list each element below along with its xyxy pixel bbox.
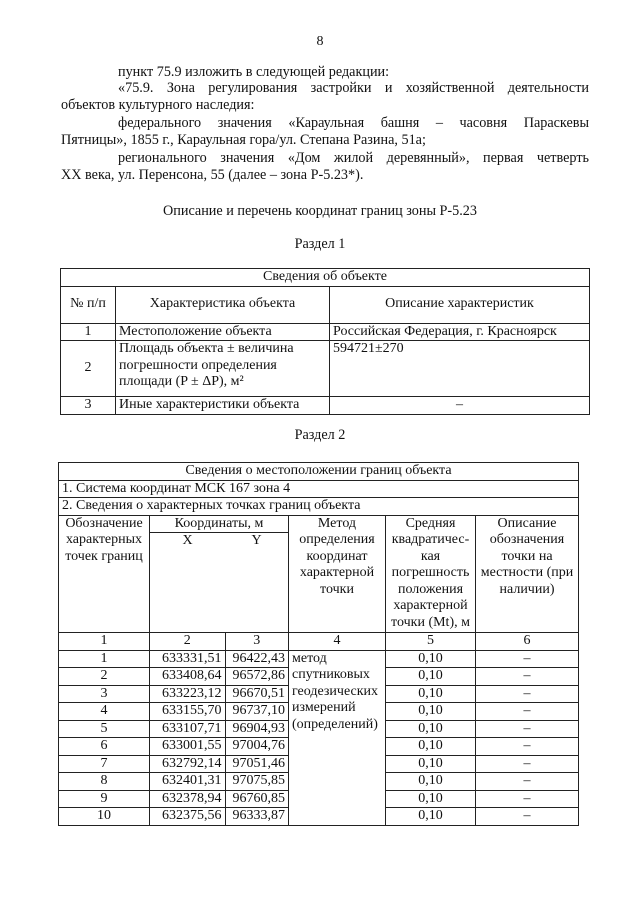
point-description: – (476, 773, 579, 791)
point-description: – (476, 703, 579, 721)
point-description: – (476, 790, 579, 808)
col-number-5: 5 (386, 633, 476, 651)
header-point-description: Описание обозначения точки на местности (при наличии) (476, 515, 579, 633)
row2-char-line1: Площадь объекта ± величина (119, 341, 294, 356)
point-x: 633408,64 (150, 668, 226, 686)
point-accuracy: 0,10 (386, 703, 476, 721)
header-designation: Обозначение характерных точек границ (59, 515, 150, 633)
point-x: 633331,51 (150, 650, 226, 668)
point-number: 4 (59, 703, 150, 721)
row3-description: – (330, 397, 590, 415)
point-accuracy: 0,10 (386, 650, 476, 668)
point-number: 3 (59, 685, 150, 703)
row1-description: Российская Федерация, г. Красноярск (330, 323, 590, 341)
table-row (59, 650, 579, 668)
point-accuracy: 0,10 (386, 808, 476, 826)
point-accuracy: 0,10 (386, 668, 476, 686)
coordinate-system: 1. Система координат МСК 167 зона 4 (59, 480, 579, 498)
point-y: 97004,76 (225, 738, 289, 756)
method-line: метод (292, 650, 327, 666)
point-description: – (476, 720, 579, 738)
point-description: – (476, 755, 579, 773)
header-coordinates: Координаты, м (150, 515, 289, 533)
intro-para1-line1: «75.9. Зона регулирования застройки и хозяйственной деятельности (118, 80, 589, 96)
point-x: 632792,14 (150, 755, 226, 773)
point-accuracy: 0,10 (386, 773, 476, 791)
point-number: 5 (59, 720, 150, 738)
point-accuracy: 0,10 (386, 738, 476, 756)
coordinates-title: Сведения о местоположении границ объекта (59, 463, 579, 481)
method-cell (289, 650, 386, 825)
header-y: Y (225, 533, 289, 633)
col-number-6: 6 (476, 633, 579, 651)
row3-num: 3 (61, 397, 116, 415)
point-x: 632378,94 (150, 790, 226, 808)
point-number: 10 (59, 808, 150, 826)
header-characteristic: Характеристика объекта (116, 286, 330, 323)
intro-para2-line1: федерального значения «Караульная башня – часовня Параскевы (118, 115, 589, 131)
col-number-4: 4 (289, 633, 386, 651)
point-number: 2 (59, 668, 150, 686)
point-y: 96572,86 (225, 668, 289, 686)
method-line: измерений (292, 700, 356, 715)
point-description: – (476, 808, 579, 826)
point-description: – (476, 668, 579, 686)
point-number: 6 (59, 738, 150, 756)
intro-para1-line2: объектов культурного наследия: (61, 97, 255, 113)
point-description: – (476, 650, 579, 668)
point-y: 96670,51 (225, 685, 289, 703)
row2-characteristic (116, 341, 330, 397)
point-y: 96333,87 (225, 808, 289, 826)
point-description: – (476, 738, 579, 756)
header-num: № п/п (61, 286, 116, 323)
method-line: геодезических (292, 683, 379, 699)
intro-para2-line2: Пятницы», 1855 г., Караульная гора/ул. Степана Разина, 51а; (61, 132, 426, 148)
row1-num: 1 (61, 323, 116, 341)
point-x: 632375,56 (150, 808, 226, 826)
point-y: 97075,85 (225, 773, 289, 791)
points-title: 2. Сведения о характерных точках границ объекта (59, 498, 579, 516)
object-info-title: Сведения об объекте (61, 269, 590, 287)
point-y: 96760,85 (225, 790, 289, 808)
col-number-3: 3 (225, 633, 289, 651)
point-number: 1 (59, 650, 150, 668)
zone-heading: Описание и перечень координат границ зоны Р-5.23 (163, 203, 477, 219)
col-number-1: 1 (59, 633, 150, 651)
point-accuracy: 0,10 (386, 790, 476, 808)
point-x: 633155,70 (150, 703, 226, 721)
intro-para3-line2: XX века, ул. Перенсона, 55 (далее – зона Р-5.23*). (61, 167, 364, 183)
header-method: Метод определения координат характерной точки (289, 515, 386, 633)
coordinates-table (58, 462, 579, 826)
col-number-2: 2 (150, 633, 226, 651)
row1-characteristic: Местоположение объекта (116, 323, 330, 341)
point-x: 633001,55 (150, 738, 226, 756)
point-number: 7 (59, 755, 150, 773)
row2-num: 2 (61, 341, 116, 397)
point-y: 97051,46 (225, 755, 289, 773)
object-info-table (60, 268, 590, 415)
row2-char-line2: погрешности определения (119, 357, 277, 373)
method-line: (определений) (292, 716, 378, 732)
section1-title: Раздел 1 (294, 236, 346, 252)
header-accuracy: Средняя квадратичес-кая погрешность положения характерной точки (Mt), м (386, 515, 476, 633)
point-number: 9 (59, 790, 150, 808)
section2-title: Раздел 2 (294, 427, 346, 443)
row2-char-line3: площади (P ± ΔP), м² (119, 374, 244, 389)
point-y: 96904,93 (225, 720, 289, 738)
point-description: – (476, 685, 579, 703)
point-accuracy: 0,10 (386, 720, 476, 738)
method-line: спутниковых (292, 667, 370, 682)
row2-description: 594721±270 (330, 341, 590, 397)
point-x: 632401,31 (150, 773, 226, 791)
header-description: Описание характеристик (330, 286, 590, 323)
page-number: 8 (316, 34, 324, 49)
point-accuracy: 0,10 (386, 685, 476, 703)
point-accuracy: 0,10 (386, 755, 476, 773)
point-x: 633107,71 (150, 720, 226, 738)
intro-para3-line1: регионального значения «Дом жилой деревянный», первая четверть (118, 150, 589, 166)
intro-line: пункт 75.9 изложить в следующей редакции: (118, 64, 390, 80)
point-number: 8 (59, 773, 150, 791)
point-y: 96422,43 (225, 650, 289, 668)
point-x: 633223,12 (150, 685, 226, 703)
row3-characteristic: Иные характеристики объекта (116, 397, 330, 415)
point-y: 96737,10 (225, 703, 289, 721)
header-x: X (150, 533, 226, 633)
